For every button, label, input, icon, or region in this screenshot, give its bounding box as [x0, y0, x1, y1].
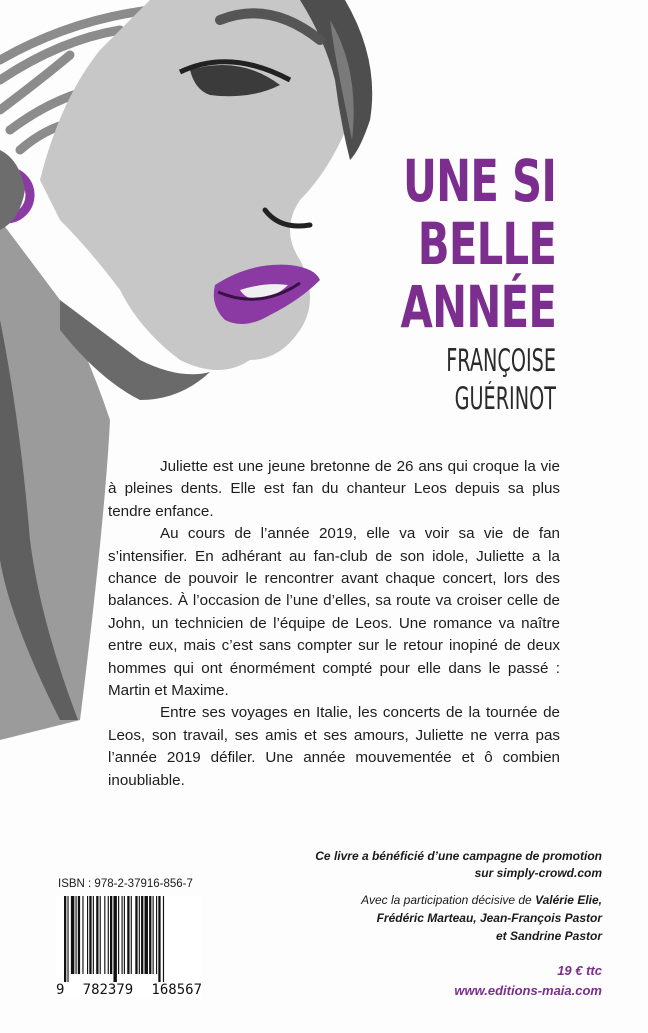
- author-first-name: FRANÇOISE: [446, 343, 556, 379]
- participants-2: Frédéric Marteau, Jean-François Pastor: [376, 911, 602, 925]
- barcode-bar: [163, 896, 164, 982]
- barcode-bar: [145, 896, 148, 974]
- author-last-name: GUÉRINOT: [454, 381, 556, 417]
- barcode-bar: [78, 896, 80, 974]
- publisher-website: www.editions-maia.com: [454, 983, 602, 998]
- barcode-bar: [118, 896, 119, 974]
- participation-and: et: [495, 929, 510, 943]
- synopsis: [108, 456, 560, 792]
- author-name: [379, 342, 556, 418]
- barcode-bar: [110, 896, 112, 974]
- barcode-bar: [139, 896, 140, 974]
- book-title: [340, 147, 556, 341]
- title-line-3: ANNÉE: [400, 273, 556, 341]
- barcode-bar: [87, 896, 88, 974]
- barcode-digits: [56, 982, 202, 998]
- promotion-line-1: Ce livre a bénéficié d’une campagne de promotion: [315, 849, 602, 863]
- barcode-bar: [131, 896, 132, 974]
- barcode-bar: [135, 896, 137, 974]
- participation-intro: Avec la participation décisive de: [361, 893, 536, 907]
- barcode-bar: [76, 896, 77, 974]
- participant-3: Sandrine Pastor: [509, 929, 602, 943]
- face-shape: [40, 0, 353, 370]
- barcode-bar: [82, 896, 83, 974]
- barcode-bar: [158, 896, 160, 982]
- price: 19 € ttc: [557, 963, 602, 978]
- promotion-line-2: sur simply-crowd.com: [474, 866, 602, 880]
- barcode-bar: [67, 896, 68, 982]
- barcode-bar: [89, 896, 91, 974]
- barcode-bar: [104, 896, 105, 974]
- barcode-bar: [124, 896, 125, 974]
- synopsis-paragraph-1: Juliette est une jeune bretonne de 26 ans qui croque la vie à pleines dents. Elle est fan du chanteur Leos depuis sa plus tendre enfance.: [108, 458, 560, 520]
- barcode-digit-prefix: 9: [56, 982, 65, 998]
- barcode-digit-group-1: 782379: [82, 982, 134, 998]
- barcode-bar: [108, 896, 109, 974]
- title-line-2: BELLE: [417, 210, 556, 278]
- participation-credits: [242, 891, 602, 945]
- synopsis-paragraph-3: Entre ses voyages en Italie, les concerts de la tournée de Leos, son travail, ses amis et ses amours, Juliette ne verra pas l’année 2019 défiler. Une année mouvementée et ô combien inoubliable.: [108, 704, 560, 789]
- barcode-bar: [113, 896, 116, 982]
- title-line-1: UNE SI: [402, 147, 556, 215]
- barcode-bar: [141, 896, 143, 974]
- barcode-digit-group-2: 168567: [151, 982, 202, 998]
- isbn-label: ISBN : 978-2-37916-856-7: [58, 878, 193, 890]
- barcode-bar: [96, 896, 98, 974]
- barcode-bar: [156, 896, 157, 974]
- barcode-bar: [153, 896, 154, 974]
- barcode-bar: [93, 896, 94, 974]
- promotion-note: [242, 848, 602, 882]
- barcode-bar: [122, 896, 123, 974]
- barcode: [56, 896, 202, 982]
- barcode-bar: [149, 896, 151, 974]
- synopsis-paragraph-2: Au cours de l’année 2019, elle va voir sa vie de fan s’intensifier. En adhérant au fan-club de son idole, Juliette a la chance de pouvoir le rencontrer avant chaque concert, lors des balances. À l’occasion de l’une d’elles, sa route va croiser celle de John, un technicien de l’équipe de Leos. Une romance va naître entre eux, mais c’est sans compter sur le retour inopiné de deux hommes qui ont énormément compté pour elle dans le passé : Martin et Maxime.: [108, 525, 560, 700]
- barcode-bar: [71, 896, 74, 974]
- barcode-bar: [127, 896, 129, 974]
- participant-1: Valérie Elie,: [535, 893, 602, 907]
- barcode-bar: [100, 896, 101, 974]
- barcode-bar: [64, 896, 66, 982]
